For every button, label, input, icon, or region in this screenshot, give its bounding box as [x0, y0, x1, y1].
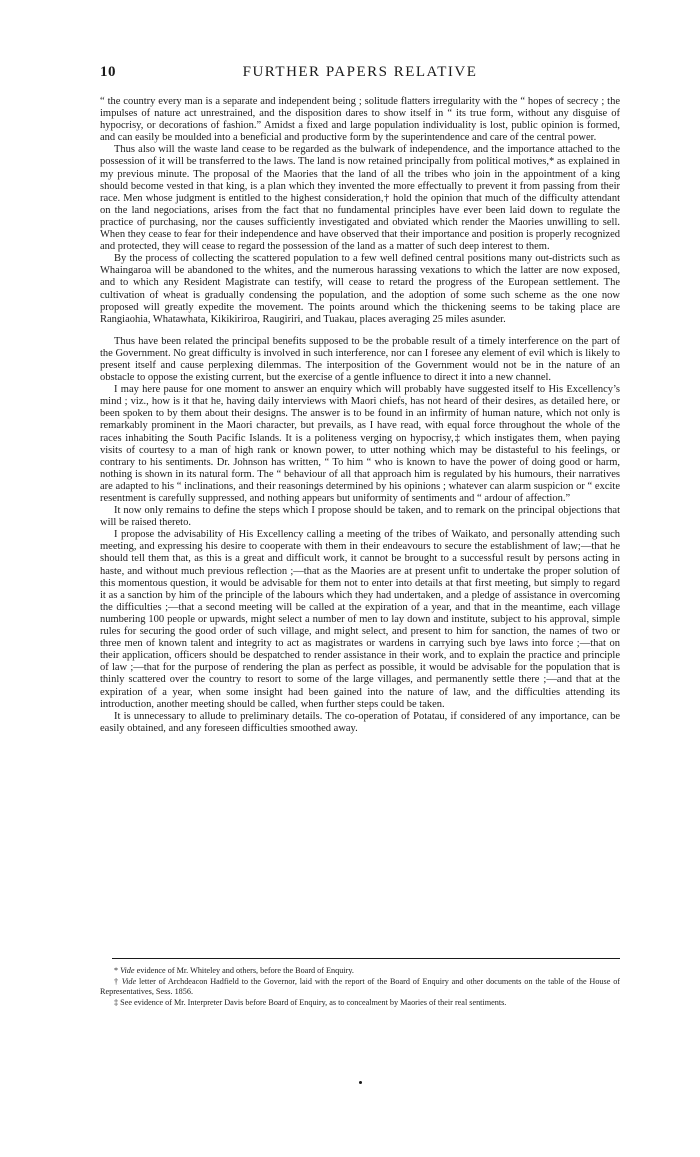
running-head: FURTHER PAPERS RELATIVE	[242, 64, 478, 80]
footnote-mark: *	[114, 966, 119, 975]
footnote-vide: Vide	[120, 966, 135, 975]
footnote-vide: Vide	[121, 976, 137, 986]
footnote-divider	[112, 958, 620, 959]
paragraph: “ the country every man is a separate and independent being ; solitude flatters irregularity with the “ hopes of secrecy ; the impulses of nature act unrestrained, and the disposition dares to show itself in “ its true form, without any disguise of hypocrisy, or decorations of fashion.” Amidst a fixed and large population individuality is lost, public opinion is formed, and can easily be moulded into a beneficial and productive form by the superintendence and care of the central power.	[100, 96, 620, 144]
footnotes	[100, 966, 620, 1008]
paragraph: Thus also will the waste land cease to be regarded as the bulwark of independence, and the importance attached to the possession of it will be transferred to the laws. The land is now retained principally from political motives,* as explained in my previous minute. The proposal of the Maories that the land of all the tribes who join in the appointment of a king should become vested in that king, is a plan which they invented the more effectually to prevent it from passing from their race. Men whose judgment is entitled to the highest consideration,† hold the opinion that much of the difficulty attendant on the land negociations, arises from the fact that no fundamental principles have ever been laid down to regulate the practice of purchasing, nor the causes sufficiently investigated and obviated which render the Maories unwilling to sell. When they cease to fear for their independence and have observed that their importance and position is properly recognized and protected, they will cease to regard the possession of the land as a matter of such deep interest to them.	[100, 144, 620, 253]
body-text	[100, 96, 620, 735]
footnote-text: letter of Archdeacon Hadfield to the Governor, laid with the report of the Board of Enquiry and other documents on the table of the House of Representatives, Sess. 1856.	[100, 976, 621, 997]
footnote-text: evidence of Mr. Whiteley and others, before the Board of Enquiry.	[136, 966, 354, 975]
footnote	[100, 977, 620, 998]
page-number: 10	[100, 64, 116, 80]
page-header	[100, 64, 620, 86]
paragraph: I may here pause for one moment to answer an enquiry which will probably have suggested itself to His Excellency’s mind ; viz., how is it that he, having daily interviews with Maori chiefs, has not heard of their desires, as detailed here, or been spoken to by them about their designs. The answer is to be found in an infirmity of human nature, which not only is remarkably prominent in the Maori character, but prevails, as I have read, with equal force throughout the whole of the races inhabiting the South Pacific Islands. It is a politeness verging on hypocrisy,‡ which instigates them, when paying visits of courtesy to a man of high rank or known power, to utter nothing which may be distasteful to his feelings, or contrary to his sentiments. Dr. Johnson has written, “ To him “ who is known to have the power of doing good or harm, nothing is shown in its natural form. The “ behaviour of all that approach him is regulated by his humours, their narratives are adapted to his “ inclinations, and their reasonings determined by his opinions ; whatever can alarm suspicion or “ excite resentment is carefully suppressed, and nothing appears but uniformity of sentiments and “ ardour of affection.”	[100, 384, 620, 504]
footnote-text: See evidence of Mr. Interpreter Davis before Board of Enquiry, as to concealment by Maories of their real sentiments.	[120, 997, 507, 1007]
footnote-mark: †	[114, 976, 119, 986]
paragraph: Thus have been related the principal benefits supposed to be the probable result of a timely interference on the part of the Government. No great difficulty is involved in such interference, nor can I foresee any element of evil which is likely to present itself and cause perplexing dilemmas. The interposition of the Government would not be in the nature of an obstacle to oppose the existing current, but the exercise of a gentle influence to direct it into a new channel.	[100, 335, 620, 384]
paragraph: It is unnecessary to allude to preliminary details. The co-operation of Potatau, if considered of any importance, can be easily obtained, and any foreseen difficulties smoothed away.	[100, 710, 620, 734]
footnote	[100, 966, 620, 977]
paragraph: By the process of collecting the scattered population to a few well defined central positions many out-districts such as Whaingaroa will be abandoned to the whites, and the numerous harassing vexations to which the latter are now exposed, and to which any Resident Magistrate can testify, will cease to retard the progress of the European settlement. The cultivation of wheat is gradually condensing the population, and the adoption of some such scheme as the one now proposed will greatly expedite the movement. The points around which the thickening seems to be taking place are Rangiaohia, Whatawhata, Kikikirirоa, Raugiriri, and Tuakau, places averaging 25 miles asunder.	[100, 253, 620, 325]
footnote-mark: ‡	[114, 997, 119, 1007]
paragraph: I propose the advisability of His Excellency calling a meeting of the tribes of Waikato, and personally attending such meeting, and expressing his desire to cooperate with them in their endeavours to secure the establishment of law;—that he should tell them that, as this is a great and difficult work, it cannot be brought to a successful result by persons acting in haste, and without much previous reflection ;—that as the Maories are at present unfit to undertake the proper solution of this momentous question, it would be advisable for them not to enter into details at that first meeting, but simply to regard it as a sanction by him of the principle of the labours which they had undertaken, and a pledge of assistance in overcoming the difficulties ;—that a second meeting will be called at the expiration of a year, and that in the meantime, each village numbering 100 people or upwards, might select a number of men to lay down and institute, subject to his approval, simple rules for securing the good order of such village, and might select, and present to him for sanction, the names of two or three men of known talent and integrity to act as magistrates or wardens in carrying such bye laws into force ;—that on their application, officers should be despatched to render assistance in their work, and to explain the practice and principle of law ;—that for the purpose of rendering the plan as perfect as possible, it would be advisable for the population that is thinly scattered over the country to resort to some of the large villages, and permanently settle there ;—and that at the expiration of a year, when some insight had been gained into the nature of law, and the difficulties attending its introduction, another meeting should be called, when further steps could be taken.	[100, 529, 620, 710]
paragraph: It now only remains to define the steps which I propose should be taken, and to remark on the principal objections that will be raised thereto.	[100, 505, 620, 529]
footnote	[100, 998, 620, 1009]
print-speck	[359, 1081, 362, 1084]
